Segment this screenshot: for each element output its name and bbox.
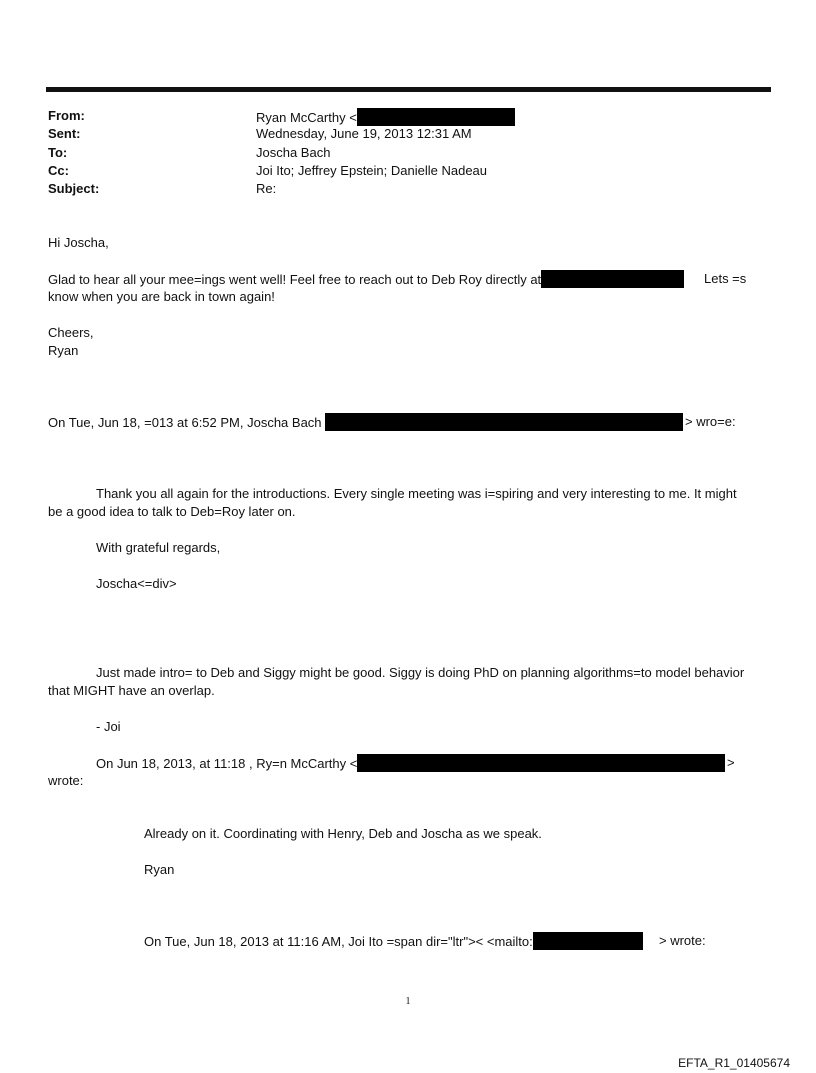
quoted-paragraph-2-line-1: Just made intro= to Deb and Siggy might be good. Siggy is doing PhD on planning algorithms=to model behavior — [96, 665, 745, 680]
redaction-box — [533, 932, 643, 950]
body-text: On Jun 18, 2013, at 11:18 , Ry=n McCarthy < — [96, 756, 358, 771]
from-value — [256, 108, 515, 126]
page-number: 1 — [405, 996, 411, 1007]
to-value: Joscha Bach — [256, 145, 331, 160]
subject-label: Subject: — [48, 181, 100, 196]
body-text: On Tue, Jun 18, =013 at 6:52 PM, Joscha Bach — [48, 415, 322, 430]
body-text: Lets =s — [704, 271, 747, 286]
body-text: > — [727, 755, 735, 770]
quote-header-1 — [48, 413, 683, 432]
quoted-signature-2: - Joi — [96, 719, 121, 734]
quote-header-3 — [144, 932, 643, 951]
redaction-box — [541, 270, 684, 288]
subject-value: Re: — [256, 181, 277, 196]
quote-header-2 — [96, 754, 725, 773]
redaction-box — [325, 413, 683, 431]
header-rule — [46, 87, 771, 92]
quoted-paragraph-3: Already on it. Coordinating with Henry, Deb and Joscha as we speak. — [144, 826, 542, 841]
cc-value: Joi Ito; Jeffrey Epstein; Danielle Nadeau — [256, 163, 488, 178]
body-text: On Tue, Jun 18, 2013 at 11:16 AM, Joi Ito =span dir="ltr">< <mailto: — [144, 934, 533, 949]
quoted-signature-3: Ryan — [144, 862, 175, 877]
body-paragraph-1-line-1 — [48, 270, 684, 289]
from-label: From: — [48, 108, 85, 123]
quoted-paragraph-line-1: Thank you all again for the introductions. Every single meeting was i=spiring and very interesting to me. It might — [96, 486, 737, 501]
quoted-regards: With grateful regards, — [96, 540, 221, 555]
redaction-box — [357, 108, 515, 126]
redaction-box — [357, 754, 725, 772]
sent-value: Wednesday, June 19, 2013 12:31 AM — [256, 126, 472, 141]
signer: Ryan — [48, 343, 79, 358]
from-name: Ryan McCarthy < — [256, 110, 357, 125]
signoff: Cheers, — [48, 325, 94, 340]
body-paragraph-1-line-2: know when you are back in town again! — [48, 289, 275, 304]
to-label: To: — [48, 145, 68, 160]
quoted-paragraph-line-2: be a good idea to talk to Deb=Roy later on. — [48, 504, 296, 519]
body-text: Glad to hear all your mee=ings went well! Feel free to reach out to Deb Roy directly at — [48, 272, 542, 287]
bates-number: EFTA_R1_01405674 — [678, 1056, 790, 1070]
body-text: > wro=e: — [685, 414, 736, 429]
sent-label: Sent: — [48, 126, 81, 141]
quote-header-2-line-2: wrote: — [48, 773, 84, 788]
quoted-signature: Joscha<=div> — [96, 576, 177, 591]
quoted-paragraph-2-line-2: that MIGHT have an overlap. — [48, 683, 215, 698]
greeting: Hi Joscha, — [48, 235, 109, 250]
cc-label: Cc: — [48, 163, 69, 178]
body-text: > wrote: — [659, 933, 706, 948]
